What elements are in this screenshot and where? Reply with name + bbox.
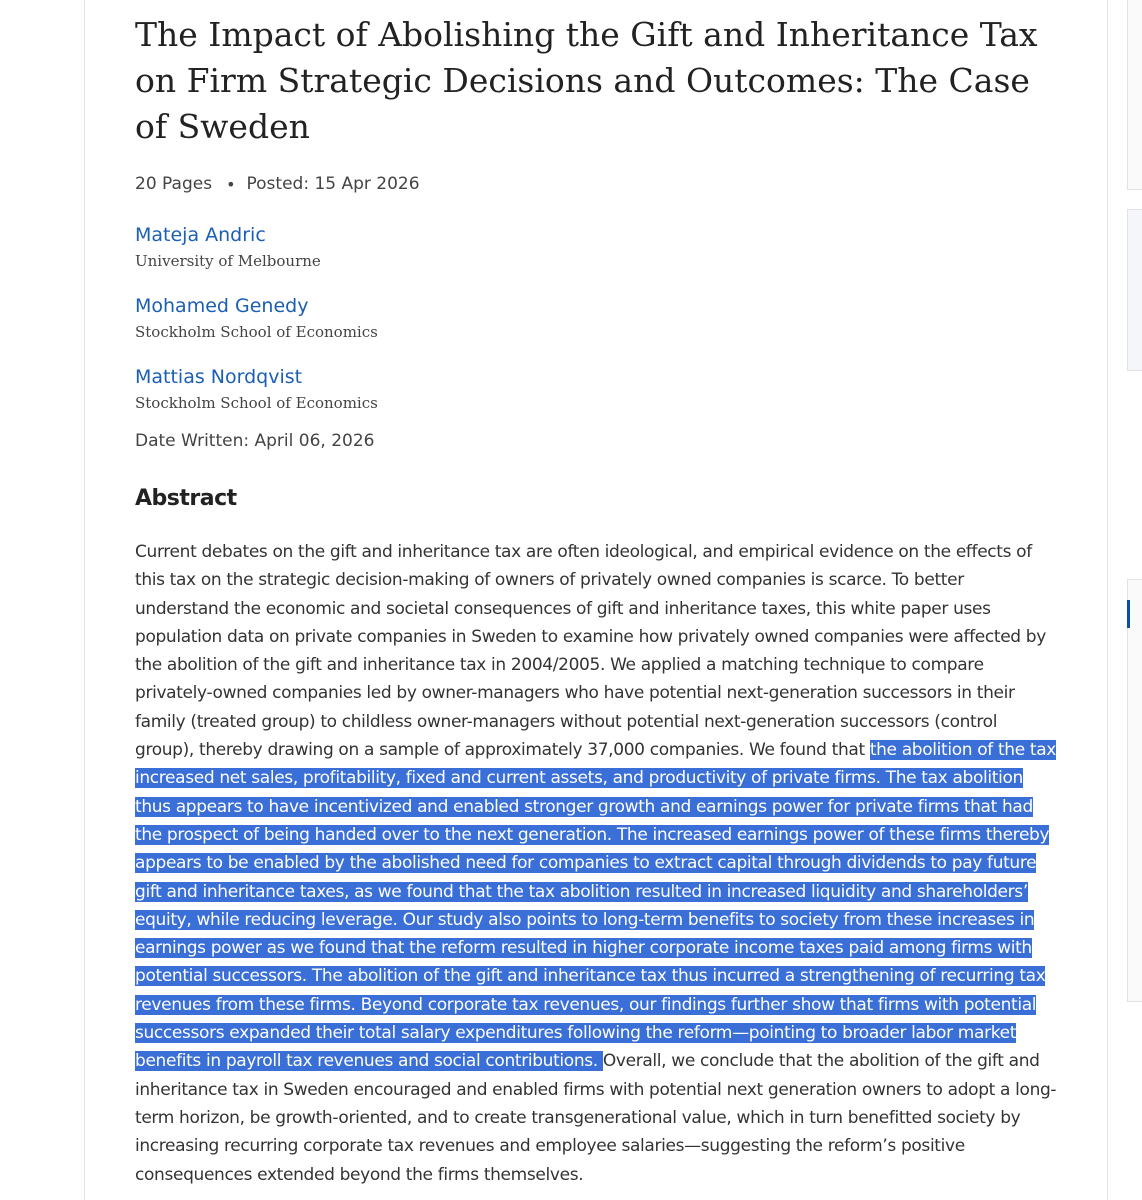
paper-title: The Impact of Abolishing the Gift and Inheritance Tax on Firm Strategic Decisions and Outcomes: The Case of Sweden <box>135 15 1038 146</box>
page-count: 20 Pages <box>135 174 213 194</box>
author-entry <box>135 364 1060 414</box>
author-name-link[interactable]: Mateja Andric <box>135 224 266 246</box>
author-list <box>135 222 1060 414</box>
page-right-border <box>1107 0 1108 1200</box>
paper-meta <box>135 174 1060 194</box>
meta-separator: • <box>226 174 236 194</box>
author-entry <box>135 222 1060 272</box>
abstract-text-selected: the abolition of the tax increased net sales, profitability, fixed and current assets, and productivity of private firms. The tax abolition thus appears to have incentivized and enabled stronger growth and earnings power for private firms that had the prospect of being handed over to the next generation. The increased earnings power of these firms thereby appears to be enabled by the abolished need for companies to extract capital through dividends to pay future gift and inheritance taxes, as we found that the tax abolition resulted in increased liquidity and shareholders’ equity, while reducing leverage. Our study also points to long-term benefits to society from these increases in earnings power as we found that the reform resulted in higher corporate income taxes paid among firms with potential successors. The abolition of the gift and inheritance tax thus incurred a strengthening of recurring tax revenues from these firms. Beyond corporate tax revenues, our findings further show that firms with potential successors expanded their total salary expenditures following the reform—pointing to broader labor market benefits in payroll tax revenues and social contributions. <box>135 740 1056 1072</box>
posted-date: Posted: 15 Apr 2026 <box>246 174 420 194</box>
author-entry <box>135 293 1060 343</box>
abstract-heading: Abstract <box>135 486 237 511</box>
abstract-body <box>135 538 1060 1189</box>
side-panel-middle <box>1127 209 1142 371</box>
abstract-text-after-selection: Overall, we conclude that the abolition of the gift and inheritance tax in Sweden encouraged and enabled firms with potential next generation owners to adopt a long-term horizon, be growth-oriented, and to create transgenerational value, which in turn benefitted society by increasing recurring corporate tax revenues and employee salaries—suggesting the reform’s positive consequences extended beyond the firms themselves. <box>135 1051 1057 1185</box>
author-name-link[interactable]: Mattias Nordqvist <box>135 366 303 388</box>
side-panel-top <box>1127 0 1142 190</box>
author-name-link[interactable]: Mohamed Genedy <box>135 295 309 317</box>
page-left-border <box>84 0 85 1200</box>
author-affiliation: University of Melbourne <box>135 252 321 270</box>
paper-content <box>135 12 1060 1189</box>
date-written: Date Written: April 06, 2026 <box>135 431 375 451</box>
side-panel-active-marker <box>1127 600 1130 628</box>
abstract-text-before-selection: Current debates on the gift and inheritance tax are often ideological, and empirical evidence on the effects of this tax on the strategic decision-making of owners of privately owned companies is scarce. To better understand the economic and societal consequences of gift and inheritance taxes, this white paper uses population data on private companies in Sweden to examine how privately owned companies were affected by the abolition of the gift and inheritance tax in 2004/2005. We applied a matching technique to compare privately-owned companies led by owner-managers who have potential next-generation successors in their family (treated group) to childless owner-managers without potential next-generation successors (control group), thereby drawing on a sample of approximately 37,000 companies. We found that <box>135 542 1046 761</box>
side-panel-bottom <box>1127 579 1142 1002</box>
author-affiliation: Stockholm School of Economics <box>135 394 378 412</box>
author-affiliation: Stockholm School of Economics <box>135 323 378 341</box>
